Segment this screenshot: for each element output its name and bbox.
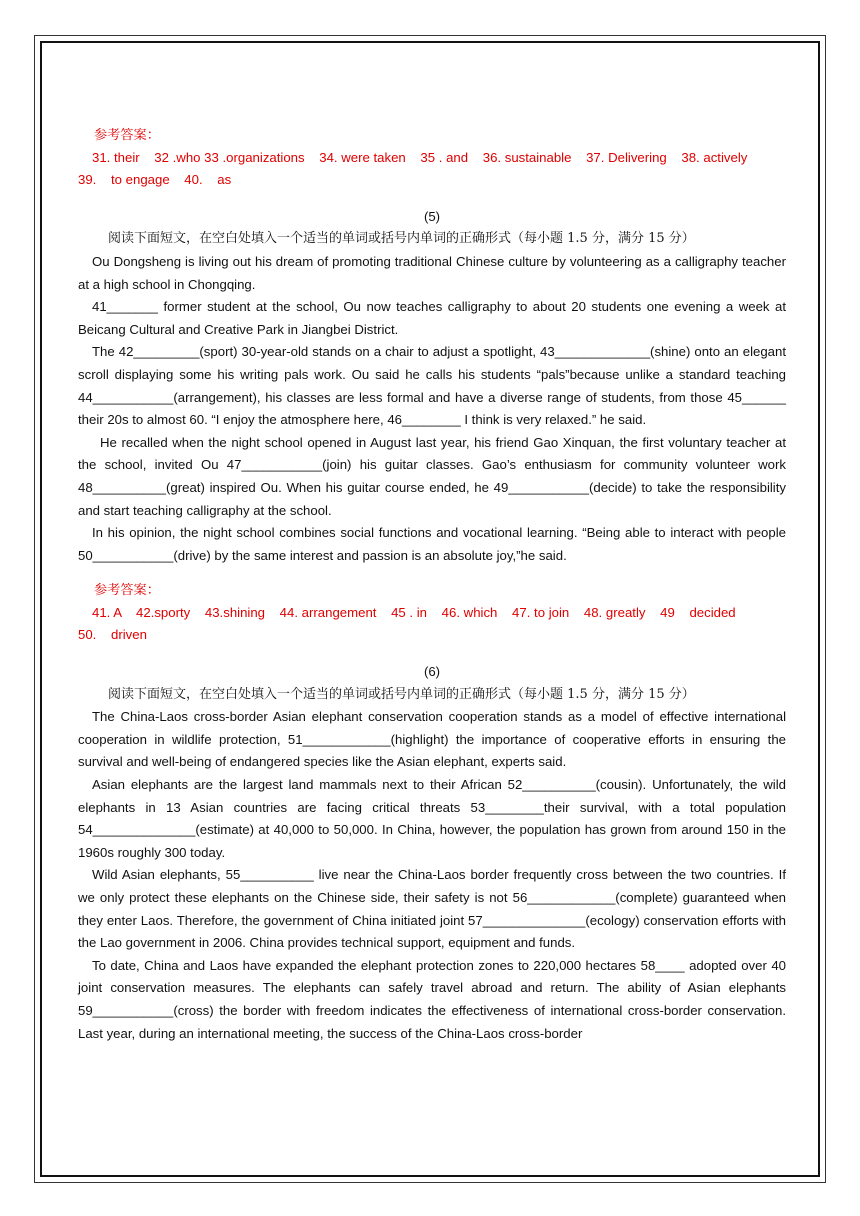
section5-paragraph-3: The 42_________(sport) 30-year-old stands on a chair to adjust a spotlight, 43_____________(shine) onto an elegant scroll displaying some his writing pals work. Ou said he calls his students “pals”because unlike a standard teaching 44___________(arrangement), his classes are less formal and have a diverse range of students, from those 45______ their 20s to almost 60. “I enjoy the atmosphere here, 46________ I think is very relaxed.” he said. bbox=[78, 344, 786, 428]
section6-instruction: 阅读下面短文，在空白处填入一个适当的单词或括号内单词的正确形式（每小题 1.5 分，满分 15 分） bbox=[108, 686, 695, 702]
section5-paragraph-2: 41_______ former student at the school, Ou now teaches calligraphy to about 20 students one evening a week at Beicang Cultural and Creative Park in Jiangbei District. bbox=[78, 299, 786, 337]
section4-answers-title: 参考答案： bbox=[94, 127, 160, 142]
section5-instruction: 阅读下面短文，在空白处填入一个适当的单词或括号内单词的正确形式（每小题 1.5 分，满分 15 分） bbox=[108, 231, 695, 247]
section6-paragraph-1: The China-Laos cross-border Asian elephant conservation cooperation stands as a model of effective international cooperation in wildlife protection, 51____________(highlight) the importance of cooperative efforts in ensuring the survival and well-being of endangered species like the Asian elephant, experts said. bbox=[78, 709, 786, 770]
section5-answers-title: 参考答案： bbox=[94, 582, 160, 598]
section4-answers-line2: 39. to engage 40. as bbox=[78, 172, 232, 188]
section5-paragraph-1: Ou Dongsheng is living out his dream of promoting traditional Chinese culture by volunteering as a calligraphy teacher at a high school in Chongqing. bbox=[78, 253, 786, 292]
section5-number: (5) bbox=[423, 208, 441, 224]
section5-answers-line1: 41. A 42.sporty 43.shining 44. arrangement 45 . in 46. which 47. to join 48. greatly 49 decided bbox=[92, 604, 736, 620]
section5-paragraph-5: In his opinion, the night school combines social functions and vocational learning. “Being able to interact with people 50___________(drive) by the same interest and passion is an absolute joy,”he said. bbox=[78, 525, 786, 563]
section6-number: (6) bbox=[423, 664, 441, 680]
section6-paragraph-4: To date, China and Laos have expanded the elephant protection zones to 220,000 hectares 58____ adopted over 40 joint conservation measures. The elephants can safely travel abroad and return. The ability of Asian elephants 59___________(cross) the border with freedom indicates the effectiveness of international cross-border conservation. Last year, during an international meeting, the success of the China-Laos cross-border bbox=[78, 957, 786, 1041]
section5-answers-line2: 50. driven bbox=[78, 627, 147, 643]
document-body bbox=[78, 124, 786, 1045]
section5-paragraph-4: He recalled when the night school opened in August last year, his friend Gao Xinquan, the first voluntary teacher at the school, invited Ou 47___________(join) his guitar classes. Gao’s enthusiasm for community volunteer work 48__________(great) inspired Ou. When his guitar course ended, he 49___________(decide) to take the responsibility and start teaching calligraphy at the school. bbox=[78, 434, 786, 518]
section6-paragraph-2: Asian elephants are the largest land mammals next to their African 52__________(cousin). Unfortunately, the wild elephants in 13 Asian countries are facing critical threats 53________their survival, with a total population 54______________(estimate) at 40,000 to 50,000. In China, however, the population has grown from around 150 in the 1960s roughly 300 today. bbox=[78, 777, 786, 860]
section4-answers-line1: 31. their 32 .who 33 .organizations 34. were taken 35 . and 36. sustainable 37. Delivering 38. actively bbox=[92, 149, 748, 165]
section6-paragraph-3: Wild Asian elephants, 55__________ live near the China-Laos border frequently cross between the two countries. If we only protect these elephants on the Chinese side, their safety is not 56____________(complete) guaranteed when they enter Laos. Therefore, the government of China initiated joint 57______________(ecology) conservation efforts with the Lao government in 2006. China provides technical support, equipment and funds. bbox=[78, 867, 786, 951]
